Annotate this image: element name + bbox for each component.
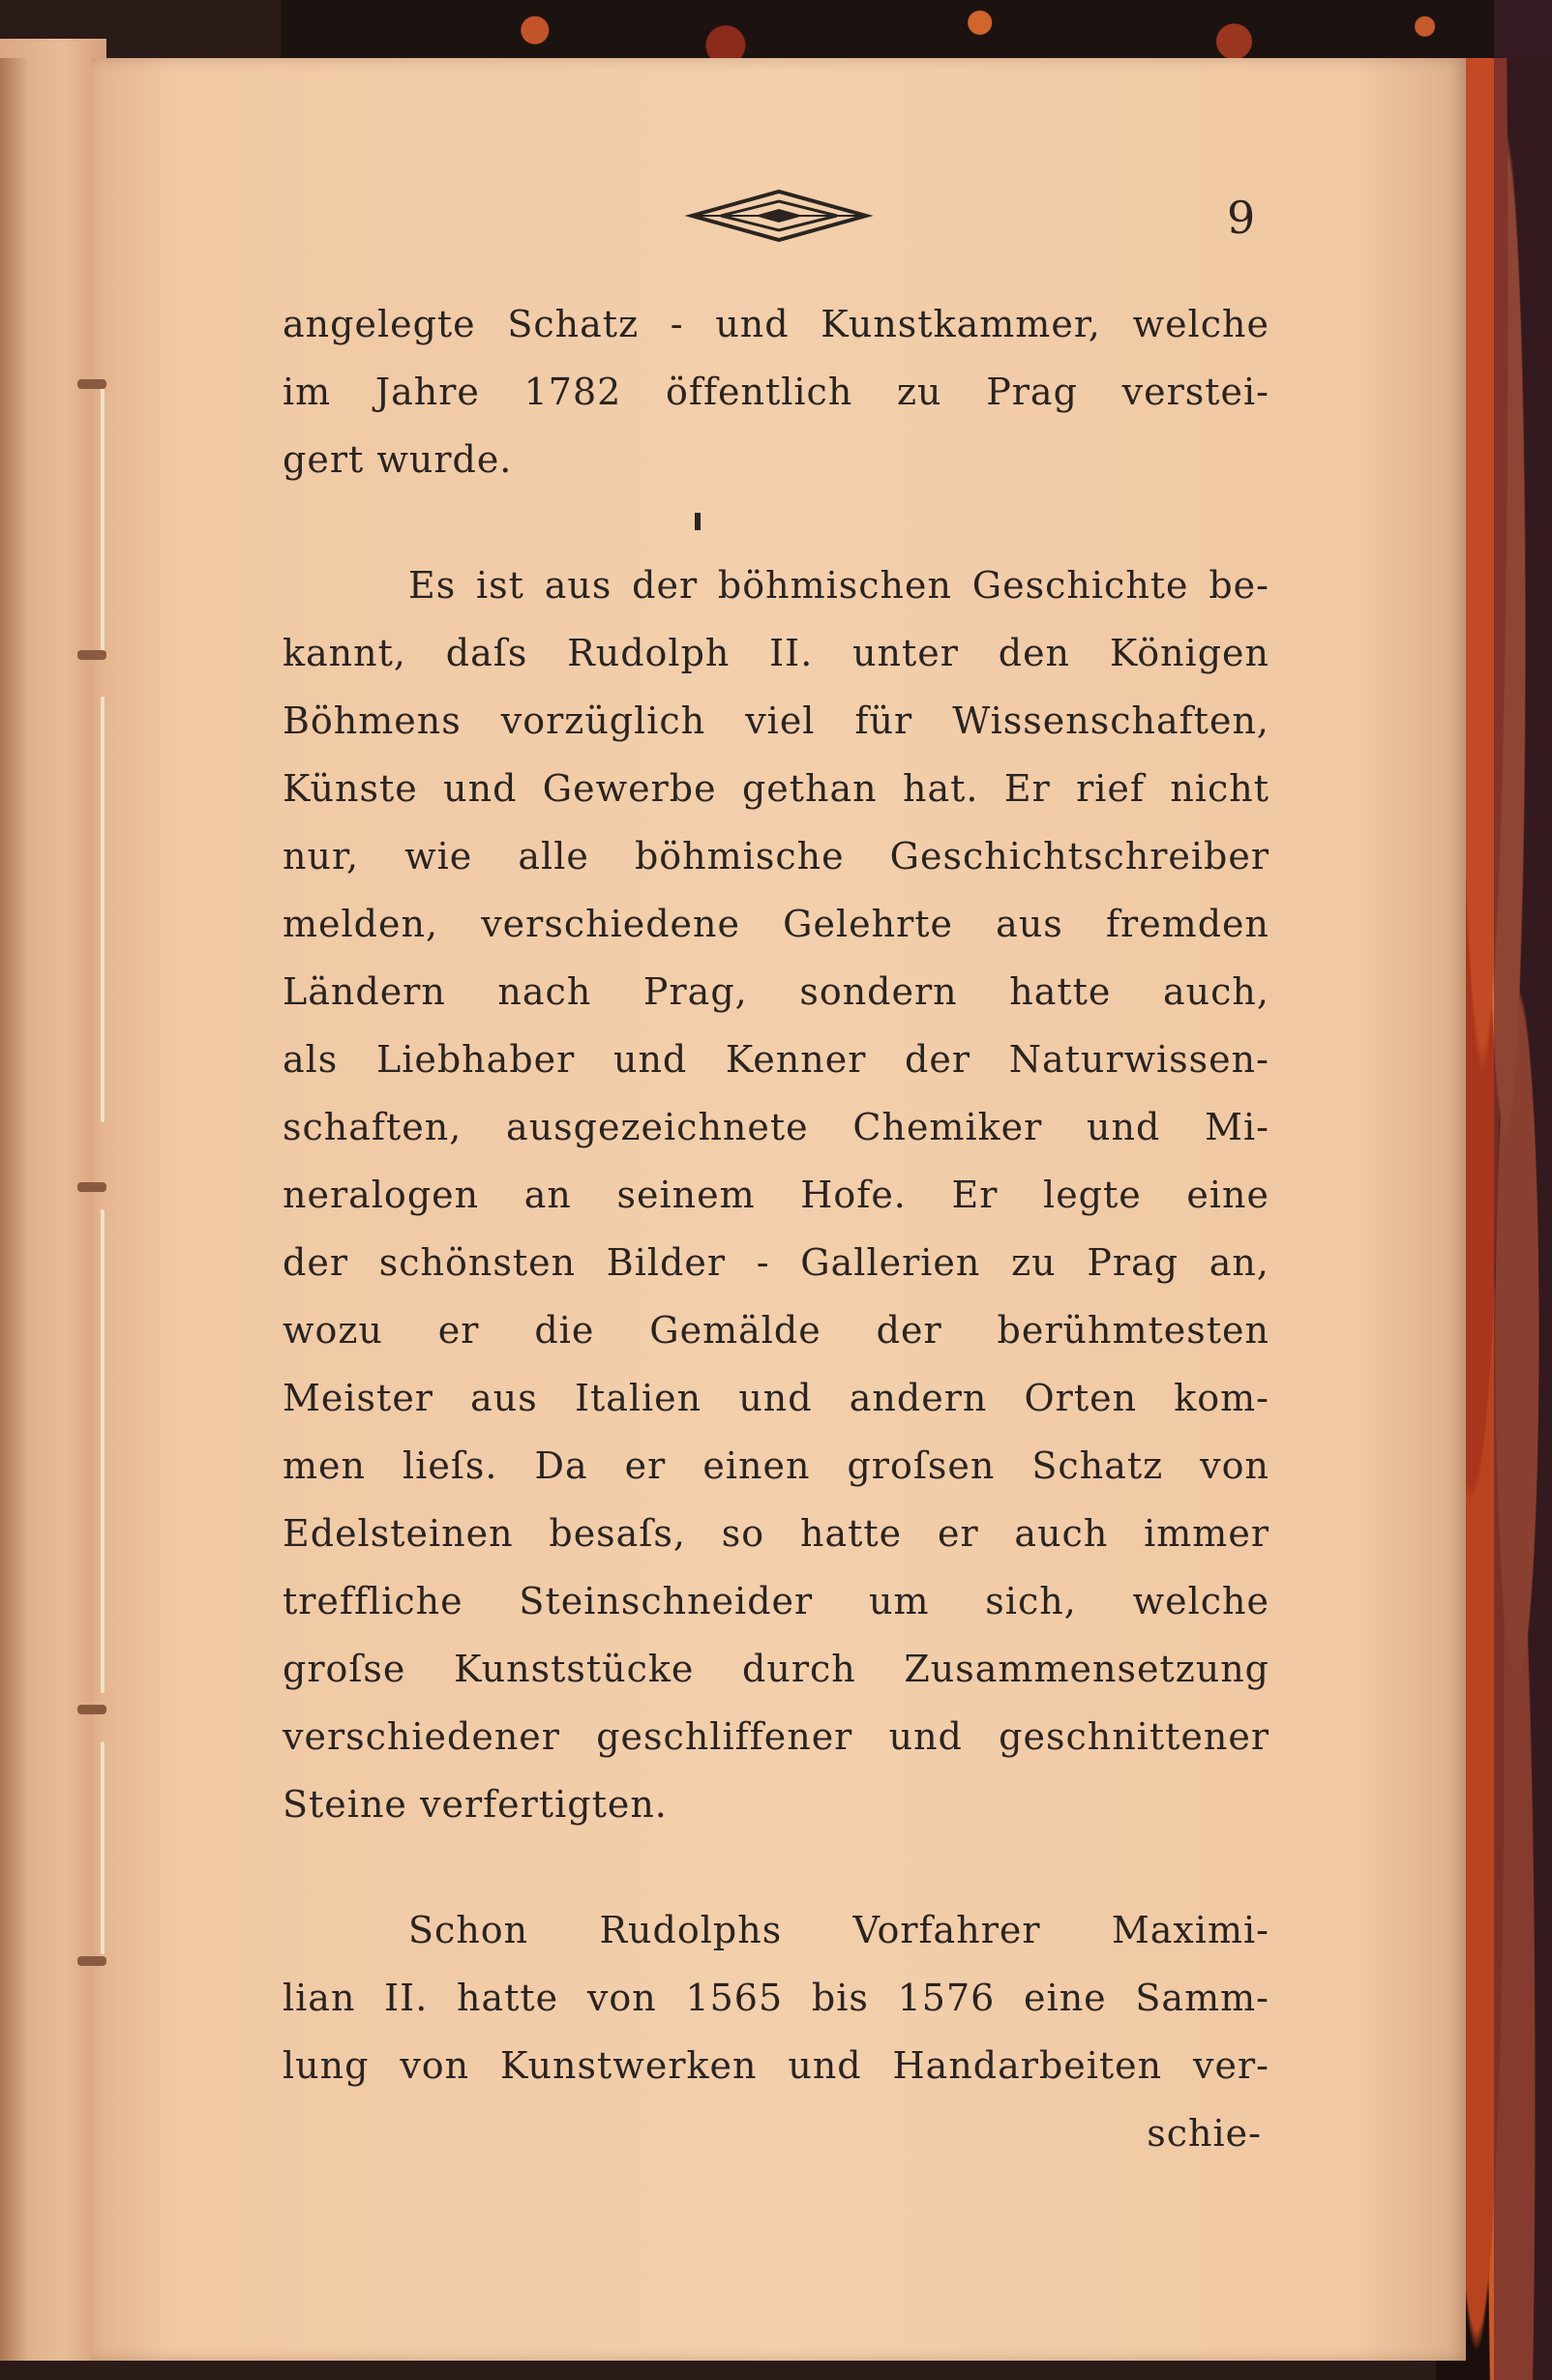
text-line: Edelsteinen besaſs, so hatte er auch immer: [283, 1512, 1269, 1555]
text-line: treffliche Steinschneider um sich, welche: [283, 1580, 1269, 1622]
paragraph-gap: [283, 493, 1269, 551]
paragraph-gap: [283, 1838, 1269, 1896]
binding-thread: [101, 1741, 104, 1954]
paragraph: [283, 551, 1269, 1838]
text-line: lung von Kunstwerken und Handarbeiten ver-: [283, 2044, 1269, 2087]
binding-stitch-hole: [77, 379, 106, 389]
paragraph: [283, 290, 1269, 493]
text-line: als Liebhaber und Kenner der Naturwissen-: [283, 1038, 1269, 1081]
page-text: [283, 290, 1269, 2167]
text-line: verschiedener geschliffener und geschnittener: [283, 1715, 1269, 1758]
text-line: der schönsten Bilder - Gallerien zu Prag an,: [283, 1241, 1269, 1284]
text-line: Ländern nach Prag, sondern hatte auch,: [283, 970, 1269, 1013]
text-line: Steine verfertigten.: [283, 1783, 668, 1826]
binding-stitch-hole: [77, 1705, 106, 1714]
text-line: Künste und Gewerbe gethan hat. Er rief nicht: [283, 767, 1269, 810]
binding-stitch-hole: [77, 1956, 106, 1966]
book-cover-spine: [1494, 0, 1552, 2380]
binding-thread: [101, 387, 104, 658]
text-line: Böhmens vorzüglich viel für Wissenschaften,: [283, 699, 1269, 742]
header-ornament-icon: [682, 182, 876, 250]
binding-stitch-hole: [77, 1182, 106, 1192]
page-number: 9: [1227, 192, 1256, 244]
text-line: schaften, ausgezeichnete Chemiker und Mi-: [283, 1106, 1269, 1148]
text-line: nur, wie alle böhmische Geschichtschreiber: [283, 835, 1269, 878]
text-line: Es ist aus der böhmischen Geschichte be-: [408, 564, 1269, 607]
text-line: gert wurde.: [283, 438, 513, 481]
text-line: kannt, daſs Rudolph II. unter den Königen: [283, 632, 1269, 674]
page-gutter-shadow: [0, 58, 29, 2361]
text-line: neralogen an seinem Hofe. Er legte eine: [283, 1174, 1269, 1216]
text-line: wozu er die Gemälde der berühmtesten: [283, 1309, 1269, 1352]
text-line: men lieſs. Da er einen groſsen Schatz von: [283, 1444, 1269, 1487]
text-line: angelegte Schatz - und Kunstkammer, welche: [283, 303, 1269, 345]
text-line: Schon Rudolphs Vorfahrer Maximi-: [408, 1909, 1269, 1951]
binding-thread: [101, 1209, 104, 1693]
text-line: Meister aus Italien und andern Orten kom-: [283, 1377, 1269, 1419]
catchword: schie-: [1147, 2112, 1262, 2155]
binding-stitch-hole: [77, 650, 106, 660]
text-line: melden, verschiedene Gelehrte aus fremden: [283, 903, 1269, 945]
text-line: im Jahre 1782 öffentlich zu Prag verstei-: [283, 371, 1269, 413]
paragraph: [283, 1896, 1269, 2099]
binding-thread: [101, 697, 104, 1122]
text-line: groſse Kunststücke durch Zusammensetzung: [283, 1648, 1269, 1690]
text-line: lian II. hatte von 1565 bis 1576 eine Samm-: [283, 1977, 1269, 2019]
